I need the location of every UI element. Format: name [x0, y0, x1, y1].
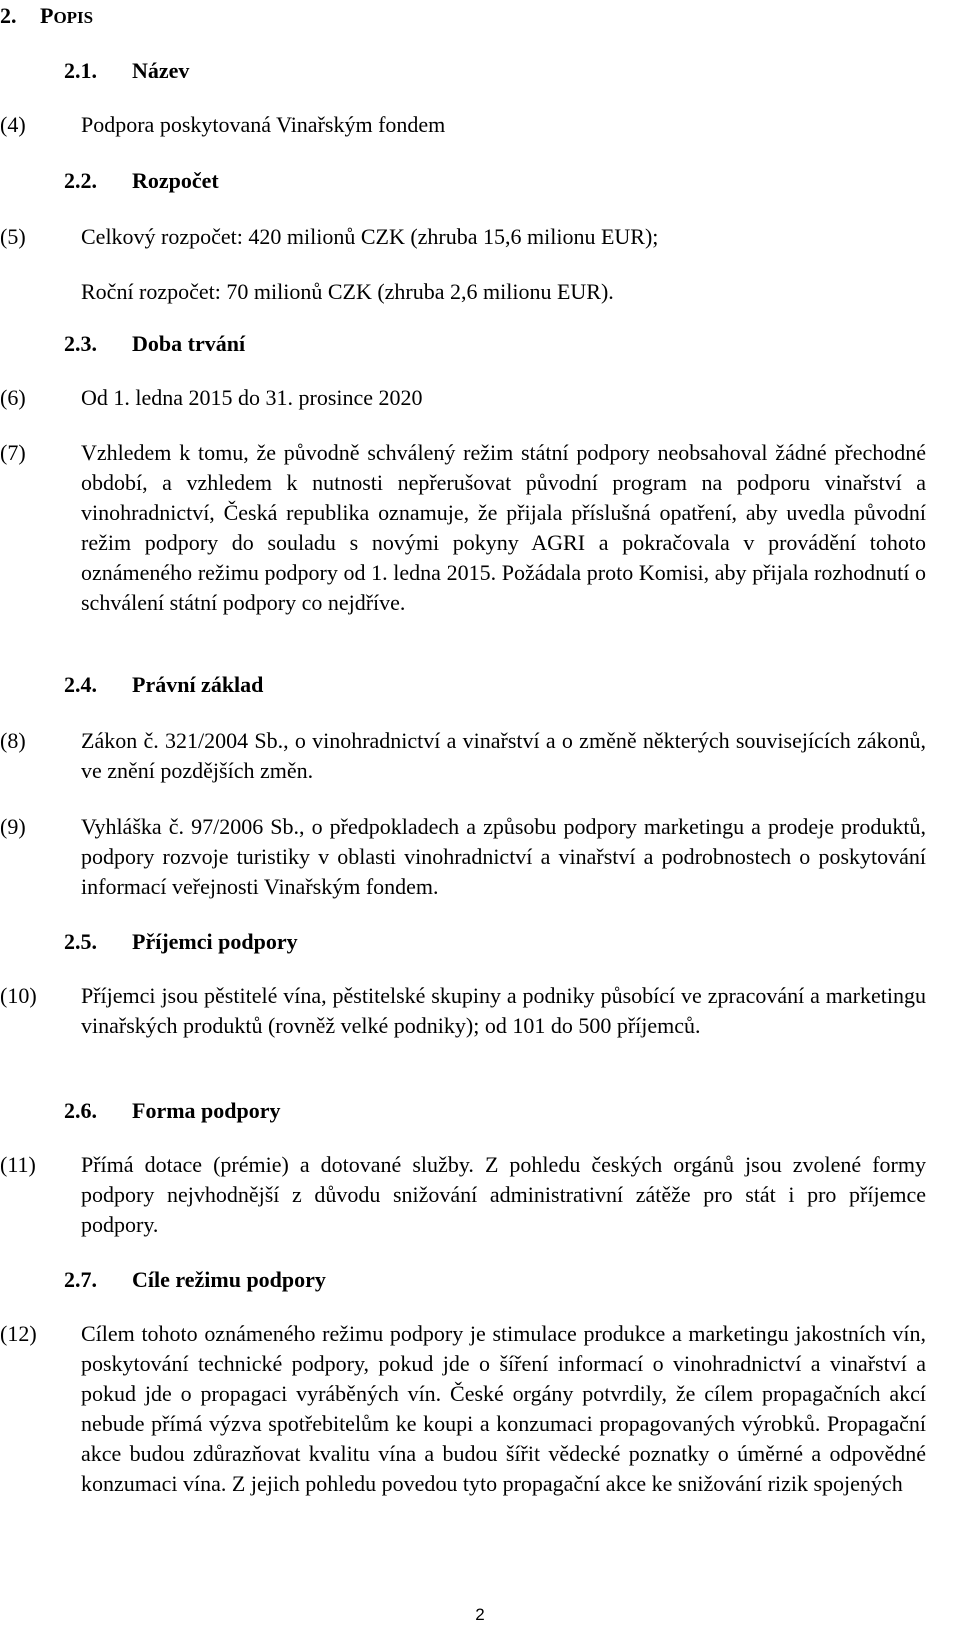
- paragraph-number: (6): [0, 385, 26, 410]
- paragraph-text: Vzhledem k tomu, že původně schválený režim státní podpory neobsahoval žádné přechodné období, a vzhledem k nutnosti nepřerušovat původní program na podporu vinařství a vinohradnictví, Česká republika oznamuje, že přijala příslušná opatření, aby uvedla původní režim podpory do souladu s novými pokyny AGRI a pokračovala v provádění tohoto oznámeného režimu podpory od 1. ledna 2015. Požádala proto Komisi, aby přijala rozhodnutí o schválení státní podpory co nejdříve.: [81, 440, 926, 615]
- subsection-title: Rozpočet: [132, 168, 219, 193]
- paragraph-number: (5): [0, 224, 26, 249]
- subsection-title: Název: [132, 58, 190, 83]
- subsection-number: 2.3.: [64, 331, 97, 356]
- paragraph-number: (8): [0, 728, 26, 753]
- subsection-number: 2.5.: [64, 929, 97, 954]
- paragraph-text: Od 1. ledna 2015 do 31. prosince 2020: [81, 385, 423, 410]
- paragraph-text: Cílem tohoto oznámeného režimu podpory je stimulace produkce a marketingu jakostních vín, poskytování technické podpory, pokud jde o šíření informací o vinohradnictví a vinařství a pokud jde o propagaci vyráběných vín. České orgány potvrdily, že cílem propagačních akcí nebude přímá výzva spotřebitelům ke koupi a konzumaci propagovaných výrobků. Propagační akce budou zdůrazňovat kvalitu vína a budou šířit vědecké poznatky o úměrné a odpovědné konzumaci vína. Z jejich pohledu povedou tyto propagační akce ke snižování rizik spojených: [81, 1321, 926, 1496]
- subsection-title: Právní základ: [132, 672, 264, 697]
- paragraph-text: Vyhláška č. 97/2006 Sb., o předpokladech a způsobu podpory marketingu a prodeje produktů, podpory rozvoje turistiky v oblasti vinohradnictví a vinařství a podrobnostech o poskytování informací veřejnosti Vinařským fondem.: [81, 814, 926, 899]
- page-number: 2: [475, 1605, 485, 1624]
- section-title: POPIS: [40, 3, 94, 28]
- subsection-title: Cíle režimu podpory: [132, 1267, 326, 1292]
- paragraph-number: (9): [0, 814, 26, 839]
- paragraph-text: Podpora poskytovaná Vinařským fondem: [81, 112, 446, 137]
- paragraph-number: (4): [0, 112, 26, 137]
- subsection-number: 2.1.: [64, 58, 97, 83]
- subsection-number: 2.2.: [64, 168, 97, 193]
- subsection-number: 2.7.: [64, 1267, 97, 1292]
- paragraph-text: Roční rozpočet: 70 milionů CZK (zhruba 2,6 milionu EUR).: [81, 279, 614, 304]
- paragraph-number: (7): [0, 440, 26, 465]
- paragraph-number: (10): [0, 983, 37, 1008]
- subsection-title: Doba trvání: [132, 331, 246, 356]
- subsection-title: Forma podpory: [132, 1098, 281, 1123]
- subsection-number: 2.4.: [64, 672, 97, 697]
- paragraph-number: (11): [0, 1152, 36, 1177]
- section-number: 2.: [0, 3, 17, 28]
- subsection-title: Příjemci podpory: [132, 929, 298, 954]
- paragraph-number: (12): [0, 1321, 37, 1346]
- paragraph-text: Zákon č. 321/2004 Sb., o vinohradnictví a vinařství a o změně některých souvisejících zákonů, ve znění pozdějších změn.: [81, 728, 926, 783]
- paragraph-text: Celkový rozpočet: 420 milionů CZK (zhruba 15,6 milionu EUR);: [81, 224, 659, 249]
- paragraph-text: Příjemci jsou pěstitelé vína, pěstitelské skupiny a podniky působící ve zpracování a marketingu vinařských produktů (rovněž velké podniky); od 101 do 500 příjemců.: [81, 983, 926, 1038]
- paragraph-text: Přímá dotace (prémie) a dotované služby. Z pohledu českých orgánů jsou zvolené formy podpory nejvhodnější z důvodu snižování administrativní zátěže pro stát i pro příjemce podpory.: [81, 1152, 926, 1237]
- subsection-number: 2.6.: [64, 1098, 97, 1123]
